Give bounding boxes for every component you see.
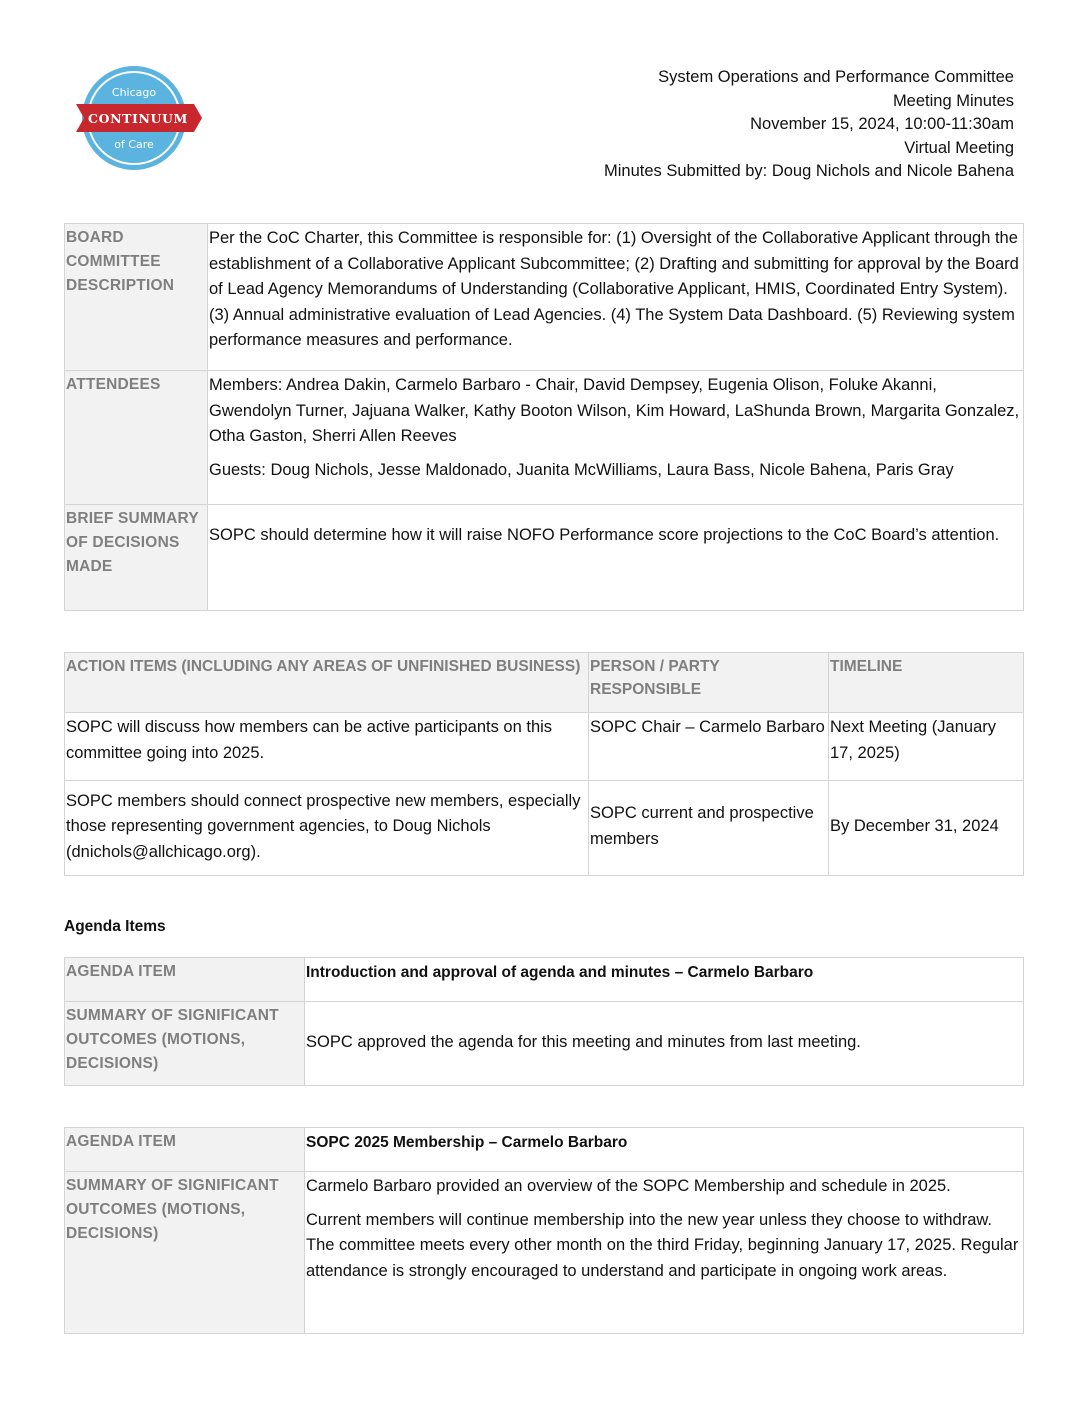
agenda-items-heading: Agenda Items — [64, 918, 166, 935]
meeting-datetime: November 15, 2024, 10:00-11:30am — [750, 115, 1014, 134]
summary-text: SOPC approved the agenda for this meeting and minutes from last meeting. — [306, 1032, 861, 1051]
row-content — [208, 505, 1024, 611]
agenda-item-title-row — [65, 958, 1024, 1002]
description-text: Per the CoC Charter, this Committee is responsible for: (1) Oversight of the Collaborative Applicant through the establishment of a Collaborative Applicant Subcommittee; (2) Drafting and submitting for approval by the Board of Lead Agency Memorandums of Understanding (Collaborative Applicant, HMIS, Coordinated Entry System). (3) Annual administrative evaluation of Lead Agencies. (4) The System Data Dashboard. (5) Reviewing system performance measures and performance. — [209, 229, 1019, 350]
responsible-cell: SOPC Chair – Carmelo Barbaro — [589, 713, 829, 781]
overview-table — [64, 223, 1024, 611]
action-items-header-row — [65, 653, 1024, 713]
document-type: Meeting Minutes — [892, 91, 1014, 110]
table-row — [65, 781, 1024, 876]
logo-bottom-text: of Care — [114, 138, 154, 151]
action-item-cell: SOPC will discuss how members can be active participants on this committee going into 2025. — [65, 713, 589, 781]
committee-name: System Operations and Performance Committee — [658, 68, 1014, 86]
column-header-timeline: TIMELINE — [829, 653, 1024, 713]
chicago-coc-logo — [72, 64, 204, 174]
agenda-item-label: AGENDA ITEM — [65, 1128, 305, 1172]
timeline-cell: Next Meeting (January 17, 2025) — [829, 713, 1024, 781]
column-header-responsible: PERSON / PARTY RESPONSIBLE — [589, 653, 829, 713]
attendees-row — [65, 371, 1024, 505]
meeting-location: Virtual Meeting — [904, 138, 1014, 157]
agenda-item-title: SOPC 2025 Membership – Carmelo Barbaro — [305, 1128, 1024, 1172]
summary-content — [305, 1172, 1024, 1334]
summary-label: SUMMARY OF SIGNIFICANT OUTCOMES (MOTIONS, DECISIONS) — [65, 1172, 305, 1334]
guests-text: Guests: Doug Nichols, Jesse Maldonado, Juanita McWilliams, Laura Bass, Nicole Bahena, Paris Gray — [209, 460, 954, 479]
action-items-table — [64, 652, 1024, 876]
agenda-item-table — [64, 957, 1024, 1086]
decisions-row — [65, 505, 1024, 611]
row-label: BOARD COMMITTEE DESCRIPTION — [65, 224, 208, 371]
decisions-text: SOPC should determine how it will raise NOFO Performance score projections to the CoC Board’s attention. — [209, 526, 1000, 544]
board-committee-description-row — [65, 224, 1024, 371]
agenda-summary-row — [65, 1002, 1024, 1086]
row-content — [208, 371, 1024, 505]
members-text: Members: Andrea Dakin, Carmelo Barbaro - Chair, David Dempsey, Eugenia Olison, Foluke Akanni, Gwendolyn Turner, Jajuana Walker, Kathy Booton Wilson, Kim Howard, LaShunda Brown, Margarita Gonzalez, Otha Gaston, Sherri Allen Reeves — [209, 376, 1020, 446]
summary-text: Carmelo Barbaro provided an overview of the SOPC Membership and schedule in 2025. — [306, 1177, 951, 1195]
action-item-cell: SOPC members should connect prospective new members, especially those representing government agencies, to Doug Nichols (dnichols@allchicago.org). — [65, 781, 589, 876]
row-label: ATTENDEES — [65, 371, 208, 505]
responsible-cell: SOPC current and prospective members — [589, 781, 829, 876]
table-row — [65, 713, 1024, 781]
agenda-item-table — [64, 1127, 1024, 1334]
logo-banner-text: CONTINUUM — [88, 111, 188, 126]
logo-top-text: Chicago — [111, 86, 157, 99]
agenda-item-label: AGENDA ITEM — [65, 958, 305, 1002]
agenda-summary-row — [65, 1172, 1024, 1334]
timeline-cell: By December 31, 2024 — [829, 781, 1024, 876]
row-label: BRIEF SUMMARY OF DECISIONS MADE — [65, 505, 208, 611]
summary-content — [305, 1002, 1024, 1086]
summary-label: SUMMARY OF SIGNIFICANT OUTCOMES (MOTIONS, DECISIONS) — [65, 1002, 305, 1086]
column-header-action-items: ACTION ITEMS (INCLUDING ANY AREAS OF UNFINISHED BUSINESS) — [65, 653, 589, 713]
agenda-item-title: Introduction and approval of agenda and minutes – Carmelo Barbaro — [305, 958, 1024, 1002]
row-content — [208, 224, 1024, 371]
agenda-item-title-row — [65, 1128, 1024, 1172]
submitted-by: Minutes Submitted by: Doug Nichols and Nicole Bahena — [604, 162, 1014, 181]
summary-text: Current members will continue membership into the new year unless they choose to withdraw. The committee meets every other month on the third Friday, beginning January 17, 2025. Regular attendance is strongly encouraged to understand and participate in ongoing work areas. — [306, 1210, 1019, 1280]
document-header — [604, 66, 1014, 184]
